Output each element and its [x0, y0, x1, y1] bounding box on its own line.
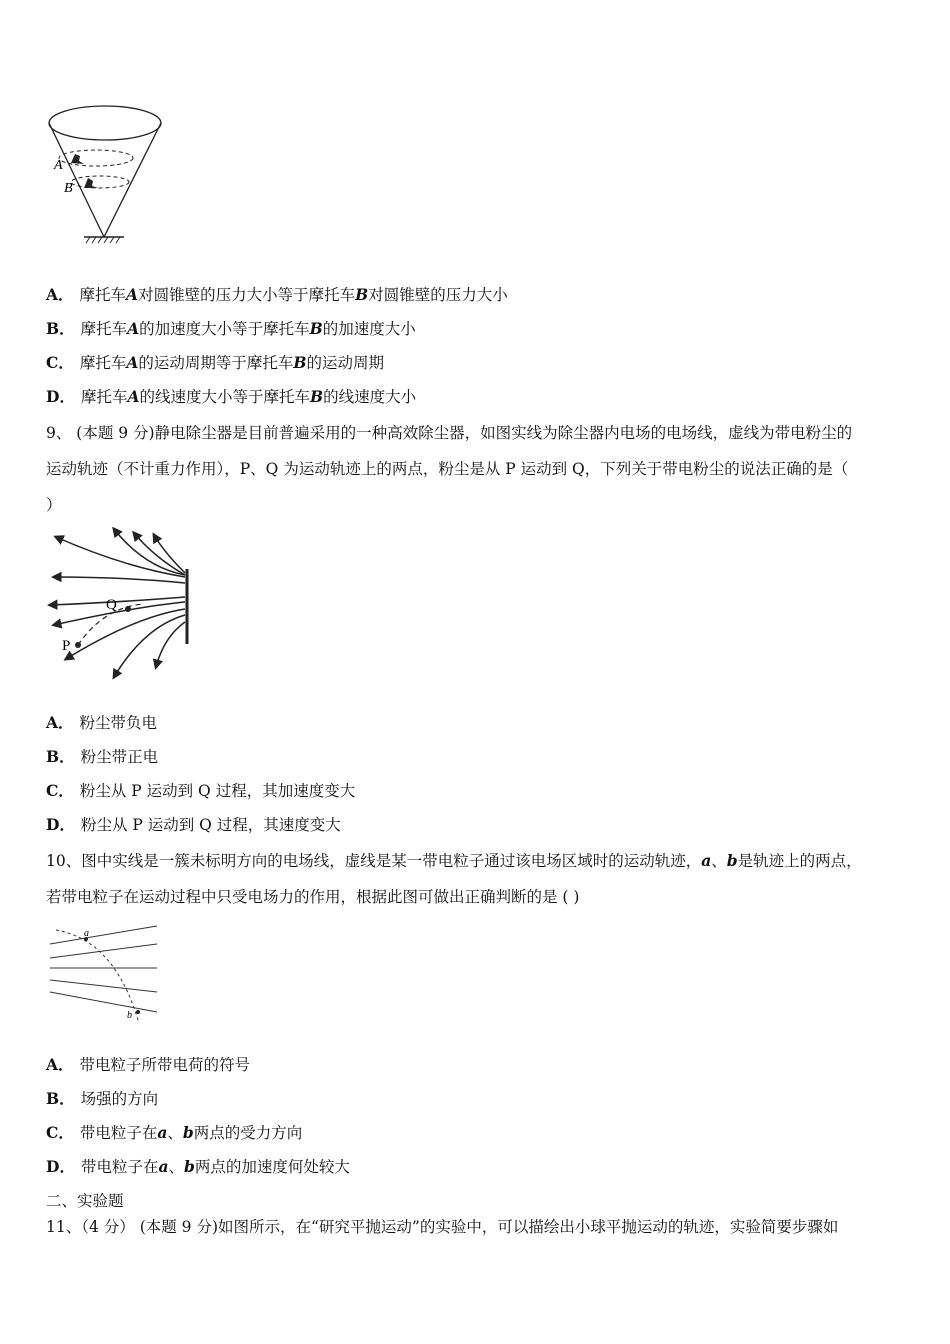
q9-option-d: D． 粉尘从 P 运动到 Q 过程，其速度变大 — [46, 815, 341, 834]
q10-option-c: C． 带电粒子在a、b两点的受力方向 — [46, 1123, 303, 1142]
label-q: Q — [106, 597, 117, 613]
q9-option-a: A． 粉尘带负电 — [46, 713, 158, 732]
field-lines-figure — [44, 527, 194, 687]
q8-option-c: C． 摩托车A的运动周期等于摩托车B的运动周期 — [46, 353, 385, 372]
label-b: B — [64, 181, 73, 196]
q8-option-d: D． 摩托车A的线速度大小等于摩托车B的线速度大小 — [46, 387, 417, 406]
q9-option-c: C． 粉尘从 P 运动到 Q 过程，其加速度变大 — [46, 781, 356, 800]
label-p: P — [62, 638, 71, 654]
q8-option-a: A． 摩托车A对圆锥壁的压力大小等于摩托车B对圆锥壁的压力大小 — [46, 285, 508, 304]
q11-stem-line1: 11、（4 分） (本题 9 分)如图所示，在“研究平抛运动”的实验中，可以描绘出小球平抛运动的轨迹，实验简要步骤如 — [46, 1218, 839, 1236]
q10-stem-line2: 若带电粒子在运动过程中只受电场力的作用，根据此图可做出正确判断的是 ( ) — [46, 888, 580, 906]
q10-option-a: A． 带电粒子所带电荷的符号 — [46, 1055, 251, 1074]
q10-option-d: D． 带电粒子在a、b两点的加速度何处较大 — [46, 1157, 350, 1176]
q8-option-b: B． 摩托车A的加速度大小等于摩托车B的加速度大小 — [46, 319, 416, 338]
q10-stem-line1: 10、图中实线是一簇未标明方向的电场线，虚线是某一带电粒子通过该电场区域时的运动轨迹，a、b是轨迹上的两点， — [46, 851, 862, 870]
label-a: A — [54, 158, 63, 173]
cone-figure — [44, 95, 174, 250]
label-b-point: b — [127, 1010, 132, 1021]
q9-stem-line1: 9、 (本题 9 分)静电除尘器是目前普遍采用的一种高效除尘器，如图实线为除尘器内电场的电场线，虚线为带电粉尘的 — [46, 424, 853, 442]
q10-option-b: B． 场强的方向 — [46, 1089, 159, 1108]
label-a-point: a — [84, 928, 89, 939]
trajectory-figure — [44, 920, 174, 1025]
q9-stem-line2: 运动轨迹（不计重力作用），P、Q 为运动轨迹上的两点，粉尘是从 P 运动到 Q，下列关于带电粉尘的说法正确的是（ — [46, 460, 849, 478]
q9-option-b: B． 粉尘带正电 — [46, 747, 159, 766]
q9-stem-line3: ） — [46, 496, 62, 514]
section-title: 二、实验题 — [46, 1192, 124, 1210]
